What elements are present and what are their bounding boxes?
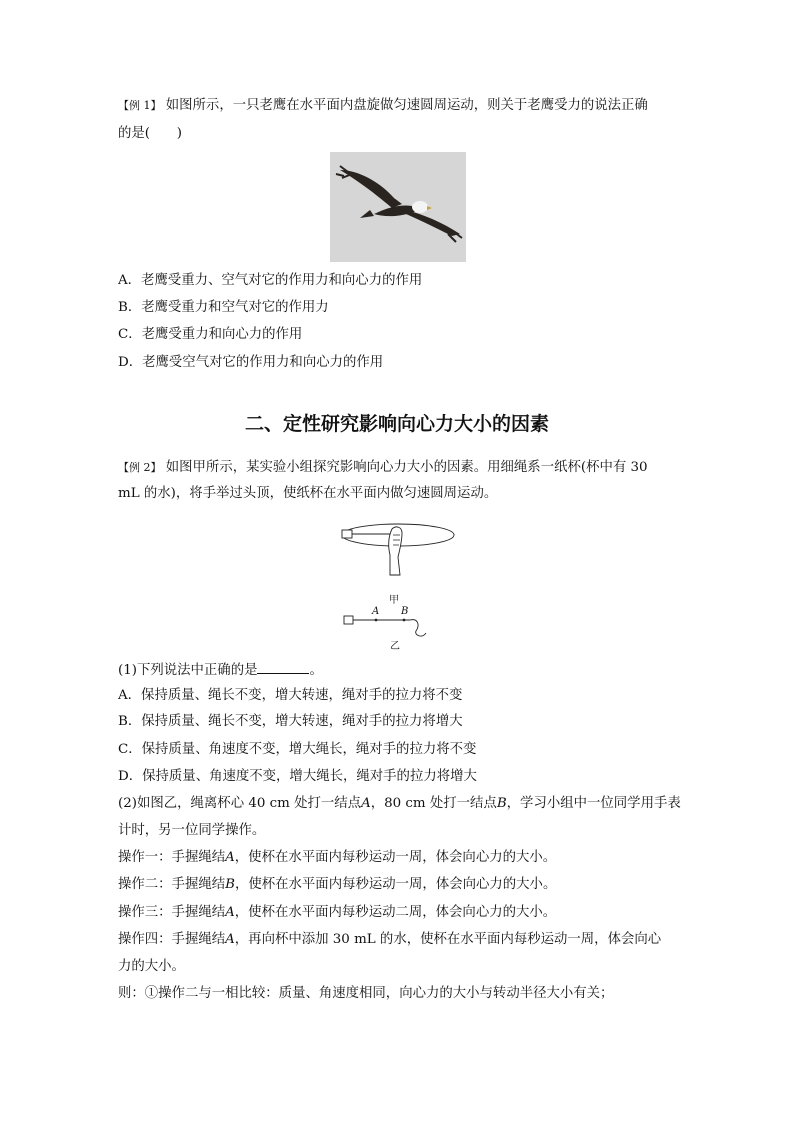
q2-var-a: A (361, 796, 371, 811)
figure-label-jia: 甲 (389, 595, 399, 606)
example1-option-c: C．老鹰受重力和向心力的作用 (118, 327, 303, 342)
q2-var-b: B (496, 796, 507, 811)
op1-text-a: 操作一：手握绳结 (118, 850, 226, 865)
example1-tag: 【例 1】 (118, 99, 162, 112)
example1-option-d: D．老鹰受空气对它的作用力和向心力的作用 (118, 355, 384, 370)
experiment-diagram (330, 515, 466, 655)
operation-2 (118, 876, 678, 894)
q2-text-a: (2)如图乙，绳离杯心 40 cm 处打一结点 (118, 796, 362, 811)
q1-answer-blank[interactable] (257, 661, 309, 674)
q1-suffix: 。 (309, 663, 323, 678)
q2-text-b: ，80 cm 处打一结点 (370, 796, 497, 811)
q1-option-a: A．保持质量、绳长不变，增大转速，绳对手的拉力将不变 (118, 688, 463, 703)
operation-1 (118, 849, 678, 867)
example1-question-line1 (118, 97, 678, 115)
op4-text-a: 操作四：手握绳结 (118, 932, 226, 947)
op1-var: A (225, 850, 235, 865)
op1-text-b: ，使杯在水平面内每秒运动一周，体会向心力的大小。 (234, 850, 557, 865)
example2-intro-line1 (118, 459, 678, 477)
q1-option-c: C．保持质量、角速度不变，增大绳长，绳对手的拉力将不变 (118, 742, 477, 757)
example2-q2-line1 (118, 795, 681, 813)
example2-intro-text: 如图甲所示，某实验小组探究影响向心力大小的因素。用细绳系一纸杯(杯中有 30 (165, 460, 648, 475)
operation-4-line2: 力的大小。 (118, 959, 185, 974)
example2-q2-line2: 计时，另一位同学操作。 (118, 823, 266, 838)
experiment-figure (330, 515, 466, 655)
example2-tag: 【例 2】 (118, 461, 162, 474)
example1-question-line2: 的是( ) (118, 126, 183, 141)
example1-option-b: B．老鹰受重力和空气对它的作用力 (118, 300, 329, 315)
op2-text-a: 操作二：手握绳结 (118, 877, 226, 892)
op3-var: A (225, 905, 235, 920)
example2-q1 (118, 661, 678, 680)
op4-text-b: ，再向杯中添加 30 mL 的水，使杯在水平面内每秒运动一周，体会向心 (234, 932, 662, 947)
op4-var: A (225, 932, 235, 947)
example1-option-a: A．老鹰受重力、空气对它的作用力和向心力的作用 (118, 273, 423, 288)
op3-text-b: ，使杯在水平面内每秒运动二周，体会向心力的大小。 (234, 905, 557, 920)
section-heading: 二、定性研究影响向心力大小的因素 (244, 413, 549, 435)
example1-question-text: 如图所示，一只老鹰在水平面内盘旋做匀速圆周运动，则关于老鹰受力的说法正确 (165, 98, 648, 113)
example2-intro-line2: mL 的水)，将手举过头顶，使纸杯在水平面内做匀速圆周运动。 (118, 486, 498, 501)
operation-3 (118, 904, 678, 922)
op3-text-a: 操作三：手握绳结 (118, 905, 226, 920)
eagle-photo (330, 152, 466, 262)
figure-label-a: A (372, 606, 380, 617)
q1-prefix: (1)下列说法中正确的是 (118, 663, 258, 678)
figure-label-b: B (401, 606, 409, 617)
q2-text-c: ，学习小组中一位同学用手表 (506, 796, 681, 811)
eagle-icon (330, 152, 466, 262)
figure-label-yi: 乙 (390, 641, 400, 652)
op2-var: B (225, 877, 235, 892)
conclusion: 则：①操作二与一相比较：质量、角速度相同，向心力的大小与转动半径大小有关； (118, 986, 614, 1001)
operation-4 (118, 931, 678, 949)
q1-option-d: D．保持质量、角速度不变，增大绳长，绳对手的拉力将增大 (118, 769, 477, 784)
q1-option-b: B．保持质量、绳长不变，增大转速，绳对手的拉力将增大 (118, 714, 463, 729)
op2-text-b: ，使杯在水平面内每秒运动一周，体会向心力的大小。 (234, 877, 557, 892)
